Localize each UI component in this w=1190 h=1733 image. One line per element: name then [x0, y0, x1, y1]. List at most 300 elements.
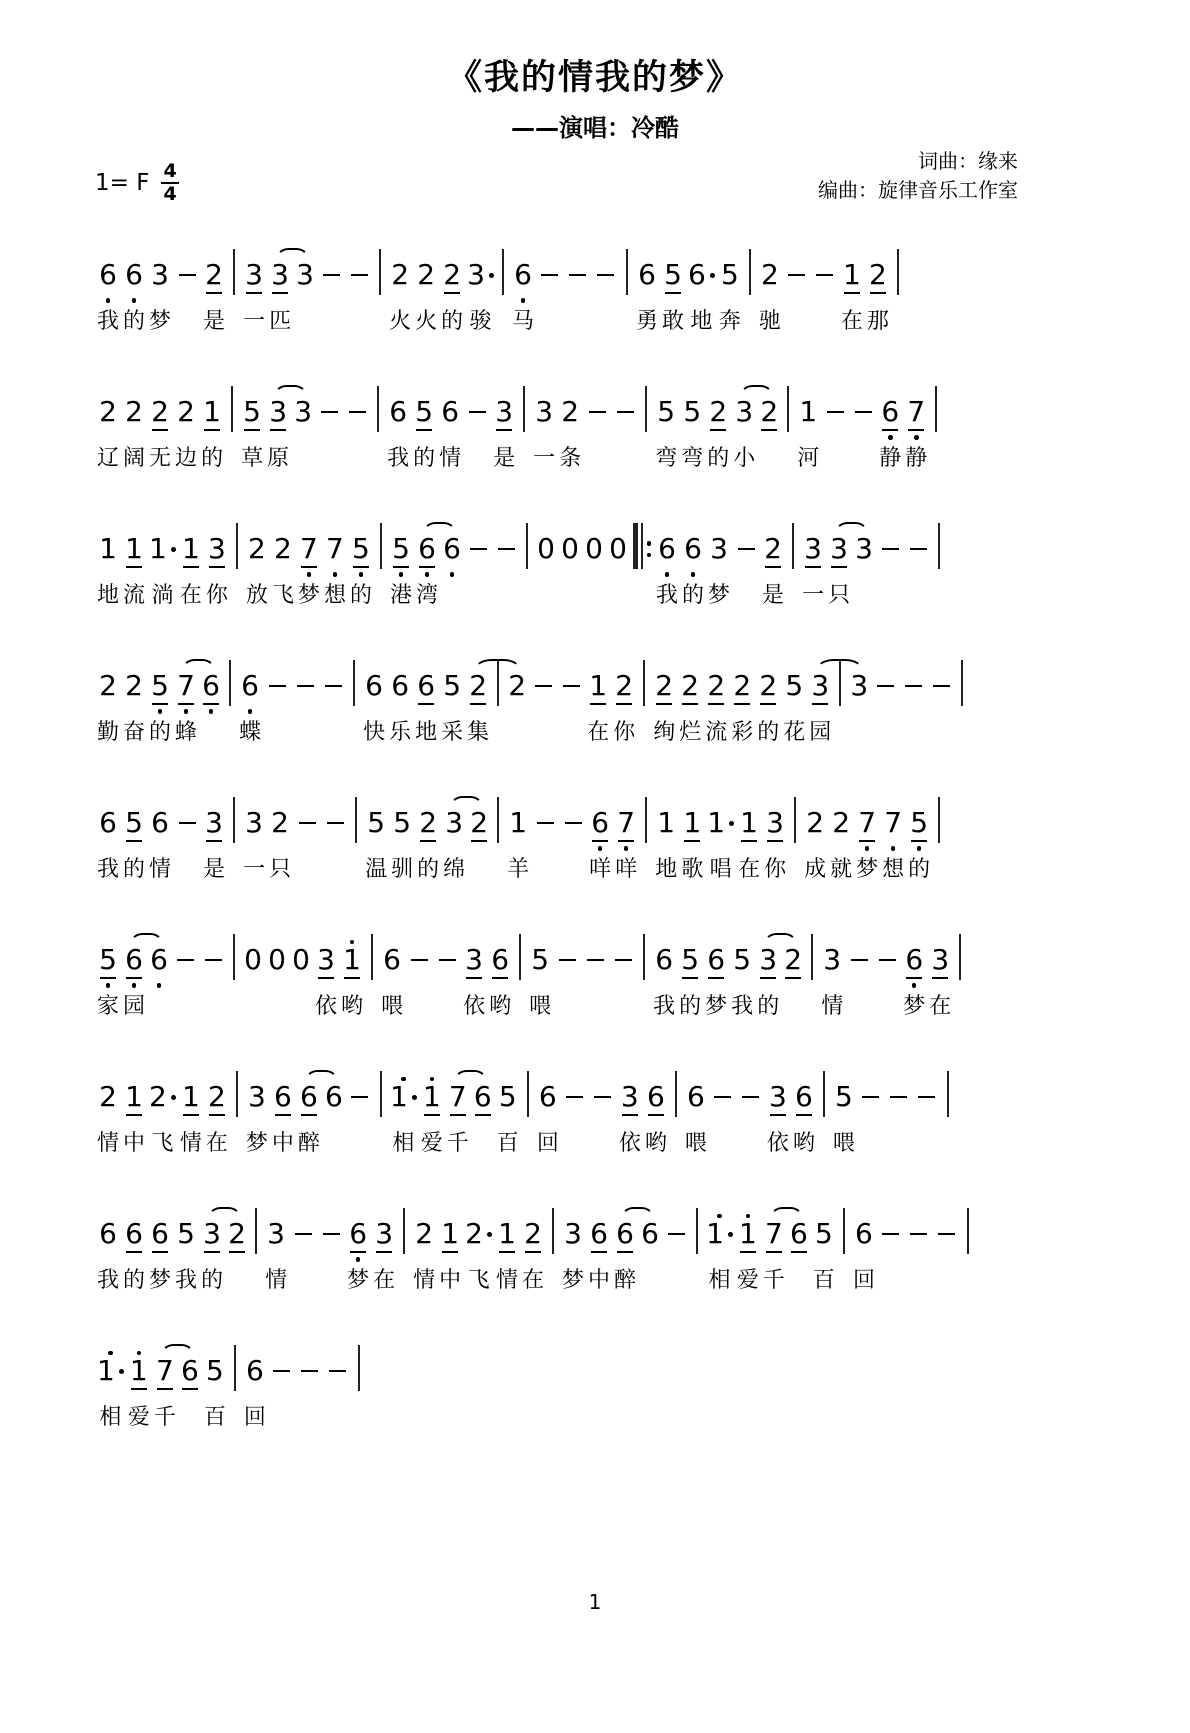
underline-row — [562, 1250, 584, 1255]
note-bottom — [888, 433, 893, 442]
note-digit: 3 — [759, 943, 778, 976]
duration-dash — [613, 384, 637, 474]
low-octave-dot — [132, 983, 137, 988]
duration-dash — [348, 1069, 372, 1159]
underline-row — [841, 291, 863, 296]
duration-dash — [295, 795, 319, 885]
lyric-char: 我 — [97, 857, 120, 882]
lyric-char: 喂 — [381, 994, 404, 1019]
underline-row — [906, 565, 930, 570]
lyric-char: 情 — [97, 1131, 120, 1156]
note-body — [244, 944, 262, 976]
note-digit: 6 — [245, 1354, 264, 1387]
note-digit: 2 — [806, 806, 825, 839]
note — [757, 932, 779, 1022]
dash-stroke — [589, 411, 606, 414]
barline — [931, 384, 941, 474]
underline-row — [707, 839, 734, 844]
note-digit: 2 — [207, 1080, 226, 1113]
underline-row — [272, 565, 294, 570]
duration-dash — [173, 932, 197, 1022]
underline-row — [269, 839, 291, 844]
note-digit: 2 — [760, 395, 779, 428]
note-body — [417, 259, 435, 291]
eighth-underline — [157, 1388, 173, 1390]
credits — [818, 147, 1018, 205]
note — [123, 384, 145, 474]
note-body — [349, 396, 366, 428]
note-body — [855, 533, 873, 565]
underline-row — [466, 565, 490, 570]
lyric-char: 想 — [882, 857, 905, 882]
underline-row — [97, 1387, 124, 1392]
dash-stroke — [597, 274, 614, 277]
lyric-char: 你 — [613, 720, 636, 745]
eighth-underline — [760, 977, 776, 979]
note — [206, 521, 228, 611]
note-digit: 3 — [205, 806, 223, 839]
eighth-underline — [209, 1114, 225, 1116]
note — [443, 795, 465, 885]
note-digit: 6 — [655, 943, 674, 976]
note-digit: 2 — [524, 1217, 542, 1250]
note-body — [794, 807, 796, 839]
lyric-char: 千 — [446, 1131, 469, 1156]
note-body — [615, 944, 632, 976]
barline — [376, 521, 386, 611]
note-body — [327, 807, 344, 839]
underline-row — [173, 976, 197, 981]
note-body — [321, 396, 338, 428]
underline-row — [763, 1250, 785, 1255]
barline — [963, 1206, 973, 1296]
underline-row — [291, 1250, 315, 1255]
underline-row — [123, 702, 145, 707]
note — [149, 795, 171, 885]
underline-row — [830, 839, 852, 844]
note-digit: 3 — [467, 258, 485, 291]
note-digit: 0 — [292, 943, 310, 976]
note — [389, 658, 411, 748]
underline-row — [679, 702, 701, 707]
note-body — [935, 396, 937, 428]
lyric-char: 醉 — [297, 1131, 320, 1156]
note — [679, 932, 701, 1022]
note-digit: 2 — [228, 1217, 246, 1250]
lyric-char: 是 — [203, 309, 226, 334]
lyric-char: 在 — [373, 1268, 396, 1293]
note-body — [589, 670, 607, 702]
barline — [373, 384, 383, 474]
dash-stroke — [851, 959, 868, 962]
eighth-underline — [496, 429, 512, 431]
lyric-char: 采 — [441, 720, 464, 745]
underline-row — [243, 291, 265, 296]
note-digit: 2 — [247, 532, 266, 565]
note — [97, 1206, 119, 1296]
note-body — [329, 1355, 346, 1387]
duration-dash — [494, 521, 518, 611]
underline-row — [719, 291, 741, 296]
underline-row — [97, 702, 119, 707]
note — [662, 247, 684, 337]
underline-row — [229, 976, 239, 981]
underline-row — [536, 565, 556, 570]
note-digit: 1 — [657, 806, 676, 839]
eighth-underline — [590, 703, 606, 705]
time-denominator: 4 — [163, 183, 177, 206]
lyric-char: 是 — [203, 857, 226, 882]
dash-stroke — [323, 1233, 340, 1236]
duration-dash — [345, 384, 369, 474]
note-digit: 6 — [99, 258, 117, 291]
note-body — [707, 944, 725, 976]
lyric-char: 弯 — [681, 446, 704, 471]
lyric-char: 梦 — [347, 1268, 370, 1293]
note-digit: 2 — [125, 669, 143, 702]
lyric-char: 歌 — [681, 857, 704, 882]
eighth-underline — [734, 703, 750, 705]
note-body — [325, 1081, 343, 1113]
note-digit: 6 — [514, 258, 532, 291]
lyric-char: 花 — [783, 720, 806, 745]
note-body — [295, 1218, 312, 1250]
underline-row — [123, 428, 145, 433]
lyric-char: 唱 — [709, 857, 732, 882]
note — [97, 1069, 119, 1159]
barline-stroke — [234, 1345, 236, 1391]
lyric-char: 中 — [123, 1131, 146, 1156]
note-digit: 0 — [537, 532, 555, 565]
note — [783, 658, 805, 748]
note-body — [641, 1218, 659, 1250]
dash-stroke — [615, 959, 632, 962]
note-body — [415, 396, 433, 428]
underline-row — [149, 1250, 171, 1255]
note-digit: 6 — [641, 1217, 659, 1250]
eighth-underline — [525, 1251, 541, 1253]
underline-row — [613, 428, 637, 433]
dash-stroke — [439, 959, 456, 962]
note-body — [443, 259, 461, 291]
note-digit: 2 — [832, 806, 851, 839]
underline-row — [97, 428, 119, 433]
note-digit: 5 — [177, 1217, 195, 1250]
barline-stroke — [696, 1208, 698, 1254]
underline-row — [347, 291, 371, 296]
note-digit: 6 — [349, 1217, 368, 1250]
note — [636, 247, 658, 337]
duration-dash — [466, 521, 490, 611]
eighth-underline — [444, 292, 460, 294]
note-bottom — [624, 844, 629, 853]
note — [615, 795, 637, 885]
note-digit: 2 — [151, 395, 169, 428]
note-digit: 5 — [205, 1354, 224, 1387]
lyric-char: 咩 — [589, 857, 612, 882]
barline-stroke — [843, 1208, 845, 1254]
note-body — [181, 1355, 199, 1387]
note-body — [502, 259, 504, 291]
barline-stroke — [947, 1071, 949, 1117]
duration-dash — [566, 247, 590, 337]
note-body — [497, 670, 499, 702]
note-digit: 6 — [150, 943, 168, 976]
underline-row — [97, 839, 119, 844]
note-bottom — [307, 570, 312, 579]
note-body — [760, 396, 778, 428]
underline-row — [251, 1250, 261, 1255]
rest-note — [243, 932, 263, 1022]
underline-row — [640, 1250, 660, 1255]
score-line — [95, 658, 1150, 748]
duration-dash — [583, 932, 607, 1022]
note-digit: 6 — [855, 1217, 873, 1250]
eighth-underline — [766, 1251, 782, 1253]
note-body — [125, 533, 143, 565]
note-digit: 6 — [125, 1217, 143, 1250]
lyric-char: 爱 — [127, 1405, 150, 1430]
barline — [493, 658, 503, 748]
dash-stroke — [565, 822, 582, 825]
barline — [893, 247, 903, 337]
barline-stroke — [502, 249, 504, 295]
note-body — [843, 259, 861, 291]
underline-row — [875, 976, 899, 981]
lyric-char: 边 — [175, 446, 198, 471]
underline-row — [381, 976, 403, 981]
score-line — [95, 1343, 1150, 1433]
augmentation-dot — [728, 1232, 733, 1237]
underline-row — [232, 565, 242, 570]
note-digit: 5 — [531, 943, 550, 976]
underline-row — [849, 702, 869, 707]
eighth-underline — [592, 840, 608, 842]
note-digit: 6 — [99, 806, 117, 839]
note-digit: 2 — [709, 395, 728, 428]
underline-row — [757, 702, 779, 707]
barline-stroke — [643, 934, 645, 980]
note — [764, 795, 786, 885]
lyric-char: 的 — [123, 1268, 146, 1293]
note-digit: 1 — [181, 1080, 200, 1113]
dash-stroke — [351, 1096, 368, 1099]
note-body — [707, 807, 734, 839]
underline-row — [206, 565, 228, 570]
note — [295, 247, 315, 337]
underline-row — [206, 1113, 228, 1118]
note-body — [539, 1081, 557, 1113]
lyric-char: 是 — [493, 446, 516, 471]
underline-row — [515, 976, 525, 981]
lyric-char: 哟 — [341, 994, 364, 1019]
lyric-char: 回 — [852, 1268, 875, 1293]
note — [682, 521, 704, 611]
note-body — [151, 259, 169, 291]
note-body — [759, 670, 777, 702]
low-octave-dot — [917, 846, 922, 851]
underline-row — [407, 976, 431, 981]
note-body — [664, 259, 682, 291]
low-octave-dot — [624, 846, 629, 851]
note-digit: 6 — [274, 1080, 292, 1113]
note-body — [125, 259, 143, 291]
note-body — [910, 807, 928, 839]
note-digit: 5 — [785, 669, 804, 702]
underline-row — [783, 976, 803, 981]
lyric-char: 你 — [764, 857, 787, 882]
underline-row — [802, 565, 824, 570]
note-digit: 5 — [99, 943, 117, 976]
note-body — [565, 807, 582, 839]
duration-dash — [538, 247, 562, 337]
note-body — [418, 533, 436, 565]
underline-row — [413, 428, 435, 433]
note-body — [465, 944, 483, 976]
underline-row — [321, 702, 345, 707]
note-body — [709, 396, 727, 428]
note-body — [816, 259, 833, 291]
note-body — [297, 670, 314, 702]
note — [123, 932, 145, 1022]
barline — [622, 247, 632, 337]
underline-row — [847, 976, 871, 981]
note-body — [811, 944, 813, 976]
barline-stroke — [749, 249, 751, 295]
note — [656, 521, 678, 611]
lyric-char: 淌 — [151, 583, 174, 608]
barline-stroke — [380, 523, 382, 569]
lyric-char: 在 — [738, 857, 761, 882]
note-digit: 6 — [881, 395, 900, 428]
duration-dash — [935, 1206, 959, 1296]
barline-stroke — [233, 934, 235, 980]
note-digit: 6 — [365, 669, 383, 702]
lyric-char: 地 — [415, 720, 438, 745]
eighth-underline — [682, 703, 698, 705]
barline — [251, 1206, 261, 1296]
note-body — [499, 1081, 517, 1113]
barline — [934, 521, 944, 611]
barline — [230, 1343, 240, 1433]
dash-stroke — [816, 274, 833, 277]
note-digit: 2 — [469, 669, 488, 702]
note-digit: 3 — [271, 258, 289, 291]
note-body — [523, 396, 525, 428]
note-body — [616, 1218, 634, 1250]
underline-row — [439, 428, 461, 433]
note — [813, 1206, 835, 1296]
eighth-underline — [182, 1388, 198, 1390]
lyric-char: 家 — [97, 994, 120, 1019]
barline-stroke — [403, 1208, 405, 1254]
underline-row — [538, 291, 562, 296]
note-body — [905, 944, 923, 976]
note-body — [706, 1218, 733, 1250]
eighth-underline — [741, 840, 757, 842]
underline-row — [180, 1387, 200, 1392]
lyric-char: 草 — [241, 446, 264, 471]
eighth-underline — [152, 429, 168, 431]
note-body — [645, 396, 647, 428]
lyric-char: 小 — [733, 446, 756, 471]
note-body — [377, 396, 379, 428]
note — [390, 1069, 417, 1159]
note-bottom — [359, 570, 364, 579]
eighth-underline — [682, 977, 698, 979]
note-body — [179, 807, 196, 839]
note-body — [759, 944, 777, 976]
note — [705, 658, 727, 748]
lyric-char: 的 — [441, 309, 464, 334]
lyric-char: 的 — [417, 857, 440, 882]
note-digit: 7 — [858, 806, 877, 839]
note-body — [815, 1218, 833, 1250]
underline-row — [293, 428, 313, 433]
underline-row — [759, 428, 779, 433]
note-body — [795, 1081, 813, 1113]
note-body — [300, 533, 318, 565]
underline-row — [793, 1113, 815, 1118]
eighth-underline — [622, 1114, 638, 1116]
note — [149, 658, 171, 748]
note-body — [206, 1355, 224, 1387]
barline-stroke — [527, 1071, 529, 1117]
eighth-underline — [908, 429, 924, 431]
duration-dash — [559, 658, 583, 748]
note — [707, 795, 734, 885]
note — [733, 384, 755, 474]
note-body — [564, 1218, 582, 1250]
underline-row — [785, 291, 809, 296]
underline-row — [636, 291, 658, 296]
note-body — [668, 1218, 685, 1250]
note-body — [918, 1081, 935, 1113]
duration-dash — [465, 384, 489, 474]
dash-stroke — [351, 274, 368, 277]
lyric-char: 百 — [203, 1405, 226, 1430]
note-body — [151, 807, 169, 839]
underline-row — [813, 291, 837, 296]
score-line — [95, 247, 1150, 337]
note-digit: 6 — [418, 532, 436, 565]
note-digit: 5 — [125, 806, 143, 839]
lyric-char: 我 — [731, 994, 754, 1019]
duration-dash — [317, 384, 341, 474]
note-body — [541, 259, 558, 291]
low-octave-dot — [425, 572, 430, 577]
note-body — [835, 1081, 853, 1113]
rest-note — [536, 521, 556, 611]
note-digit: 2 — [615, 669, 634, 702]
note-digit: 5 — [657, 395, 676, 428]
barline-stroke — [645, 386, 647, 432]
note-body — [445, 807, 463, 839]
note-body — [559, 944, 576, 976]
note — [203, 795, 225, 885]
eighth-underline — [131, 1388, 147, 1390]
lyric-char: 的 — [149, 720, 172, 745]
low-octave-dot — [359, 572, 364, 577]
lyric-char: 我 — [387, 446, 410, 471]
eighth-underline — [416, 429, 432, 431]
underline-row — [931, 428, 941, 433]
dash-stroke — [569, 274, 586, 277]
note — [830, 795, 852, 885]
duration-dash — [711, 1069, 735, 1159]
lyric-char: 在 — [929, 994, 952, 1019]
note — [350, 521, 372, 611]
